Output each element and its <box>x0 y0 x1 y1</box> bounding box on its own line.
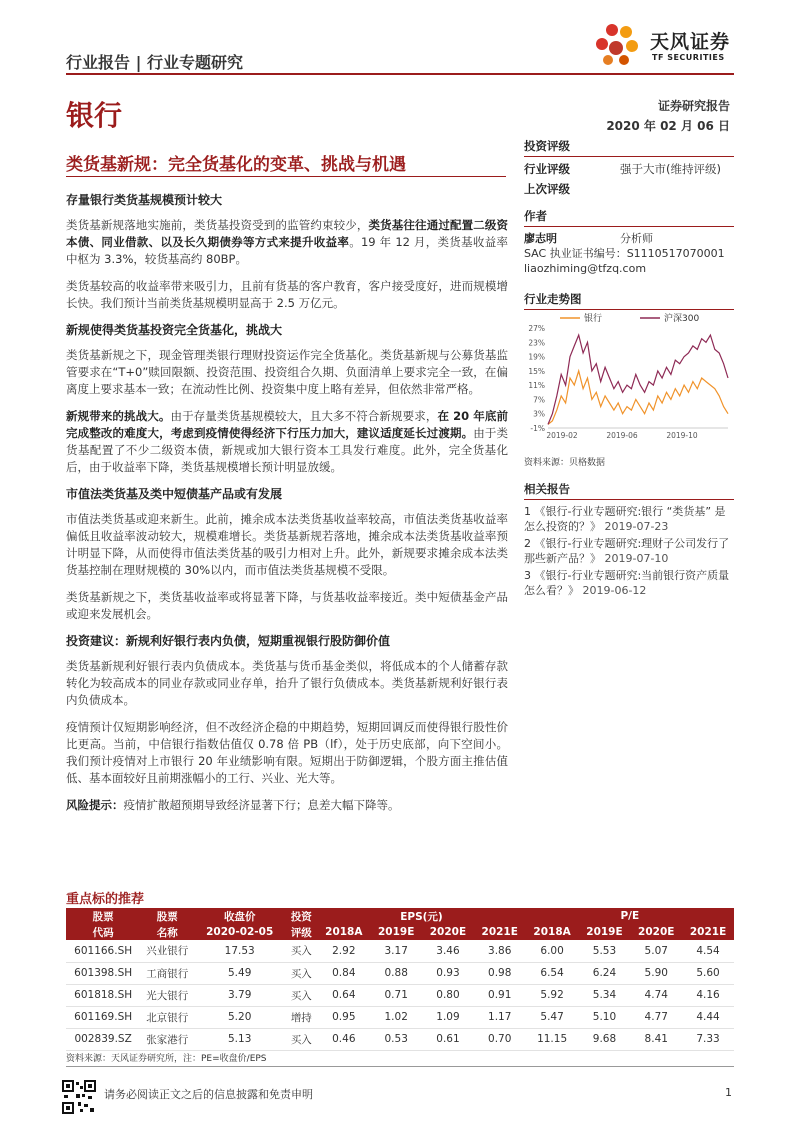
table-cell: 5.90 <box>630 962 682 984</box>
rating-block <box>524 138 734 197</box>
table-cell: 3.86 <box>474 940 526 962</box>
table-cell: 5.92 <box>526 984 579 1006</box>
y-tick-label: 15% <box>528 366 545 376</box>
th-sub: 代码 <box>66 924 140 940</box>
footer-divider <box>66 1066 734 1067</box>
table-cell: 0.61 <box>422 1028 474 1050</box>
x-tick-label: 2019-06 <box>606 431 638 440</box>
table-cell: 6.00 <box>526 940 579 962</box>
table-cell: 增持 <box>285 1006 317 1028</box>
table-cell: 11.15 <box>526 1028 579 1050</box>
y-tick-label: 27% <box>528 324 545 333</box>
table-cell: 5.13 <box>194 1028 285 1050</box>
table-source: 资料来源：天风证券研究所，注：PE=收盘价/EPS <box>66 1054 267 1064</box>
table-cell: 601818.SH <box>66 984 140 1006</box>
trend-chart <box>524 310 734 450</box>
prev-rating-label: 上次评级 <box>524 182 570 196</box>
paragraph: 类货基较高的收益率带来吸引力，且前有货基的客户教育，客户接受度好，进而规模增长快。我们预计当前类货基规模明显高于 2.5 万亿元。 <box>66 279 508 310</box>
th-name: 股票 <box>140 908 194 924</box>
report-type: 证券研究报告 <box>657 99 730 113</box>
report-category: 行业报告 | 行业专题研究 <box>66 53 243 72</box>
related-item[interactable]: 3 《银行-行业专题研究:当前银行资产质量怎么看？》 2019-06-12 <box>524 569 730 597</box>
table-cell: 5.07 <box>630 940 682 962</box>
table-cell: 0.71 <box>370 984 422 1006</box>
report-date: 2020 年 02 月 06 日 <box>606 119 730 133</box>
table-cell: 兴业银行 <box>140 940 194 962</box>
table-cell: 0.98 <box>474 962 526 984</box>
th-sub: 名称 <box>140 924 194 940</box>
table-cell: 4.54 <box>682 940 734 962</box>
table-row <box>66 962 734 984</box>
table-cell: 601398.SH <box>66 962 140 984</box>
author-name: 廖志明 <box>524 232 557 245</box>
author-email[interactable]: liaozhiming@tfzq.com <box>524 262 647 275</box>
chart-source: 资料来源：贝格数据 <box>524 458 606 468</box>
table-cell: 17.53 <box>194 940 285 962</box>
author-heading: 作者 <box>524 208 734 227</box>
table-cell: 3.46 <box>422 940 474 962</box>
th-sub: 2018A <box>317 924 370 940</box>
th-eps: EPS(元) <box>317 908 525 924</box>
brand-name: 天风证券 <box>650 31 731 53</box>
table-cell: 5.47 <box>526 1006 579 1028</box>
table-row <box>66 1028 734 1050</box>
th-sub: 2020E <box>422 924 474 940</box>
paragraph: 疫情预计仅短期影响经济，但不改经济企稳的中期趋势，短期回调反而使得银行股性价比更高。当前，中信银行指数估值仅 0.78 倍 PB（lf），处于历史底部，向下空间小。我们预计疫情对上市银行 20 年业绩影响有限。短期出于防御逻辑，个股方面主推估值低、基本面较好且前期涨幅小的工行、兴业、光大等。 <box>66 720 508 785</box>
th-sub: 2019E <box>579 924 631 940</box>
paragraph: 类货基新规之下，类货基收益率或将显著下降，与货基收益率接近。类中短债基金产品或迎来发展机会。 <box>66 590 508 621</box>
th-rating: 投资 <box>285 908 317 924</box>
title-divider <box>66 176 506 177</box>
table-cell: 3.17 <box>370 940 422 962</box>
trend-heading: 行业走势图 <box>524 291 734 310</box>
th-pe: P/E <box>526 908 734 924</box>
table-cell: 1.02 <box>370 1006 422 1028</box>
table-cell: 601166.SH <box>66 940 140 962</box>
x-tick-label: 2019-02 <box>546 431 578 440</box>
y-tick-label: 3% <box>533 409 545 419</box>
paragraph: 新规带来的挑战大。由于存量类货基规模较大，且大多不符合新规要求，在 20 年底前完成整改的难度大，考虑到疫情使得经济下行压力加大，建议适度延长过渡期。由于类货基配置了不少二级资本债，新规或加大银行资本工具发行难度。此外，完全货基化后，由于收益率下降，类货基规模增长预计明显放缓。 <box>66 409 509 474</box>
author-block <box>524 208 734 276</box>
paragraph: 类货基新规落地实施前，类货基投资受到的监管约束较少，类货基往往通过配置二级资本债、同业借款、以及长久期债券等方式来提升收益率。19 年 12 月，类货基收益率中枢为 3.3%，较货基高约 80BP。 <box>66 218 509 266</box>
th-sub: 2018A <box>526 924 579 940</box>
paragraph: 类货基新规之下，现金管理类银行理财投资运作完全货基化。类货基新规与公募货基监管要求在“T+0”赎回限额、投资范围、投资组合久期、负面清单上要求完全一致，在偏离度上要求基本一致；在流动性比例、投资集中度上略有差异，但依然非常严格。 <box>66 348 508 396</box>
brand-logo-icon <box>592 20 646 68</box>
table-cell: 6.54 <box>526 962 579 984</box>
th-sub: 2021E <box>682 924 734 940</box>
table-cell: 5.20 <box>194 1006 285 1028</box>
table-row <box>66 1006 734 1028</box>
industry-rating-value: 强于大市(维持评级) <box>620 162 721 176</box>
table-cell: 光大银行 <box>140 984 194 1006</box>
qr-code-icon <box>62 1080 96 1114</box>
table-cell: 5.53 <box>579 940 631 962</box>
table-cell: 1.09 <box>422 1006 474 1028</box>
table-cell: 0.46 <box>317 1028 370 1050</box>
y-tick-label: 7% <box>533 395 545 405</box>
table-cell: 0.64 <box>317 984 370 1006</box>
table-cell: 0.80 <box>422 984 474 1006</box>
th-sub: 2021E <box>474 924 526 940</box>
th-sub: 2020-02-05 <box>194 924 285 940</box>
y-tick-label: -1% <box>530 424 545 433</box>
table-cell: 3.79 <box>194 984 285 1006</box>
table-cell: 0.70 <box>474 1028 526 1050</box>
y-tick-label: 11% <box>528 381 545 391</box>
table-cell: 4.74 <box>630 984 682 1006</box>
th-sub: 评级 <box>285 924 317 940</box>
header-divider <box>66 73 734 75</box>
table-cell: 1.17 <box>474 1006 526 1028</box>
table-cell: 张家港行 <box>140 1028 194 1050</box>
table-row <box>66 984 734 1006</box>
related-heading: 相关报告 <box>524 481 734 500</box>
table-cell: 6.24 <box>579 962 631 984</box>
table-cell: 5.10 <box>579 1006 631 1028</box>
table-cell: 4.44 <box>682 1006 734 1028</box>
section-heading: 新规使得类货基投资完全货基化，挑战大 <box>66 323 283 337</box>
legend-label: 沪深300 <box>664 314 700 324</box>
sector-title: 银行 <box>66 99 123 132</box>
x-tick-label: 2019-10 <box>666 431 698 440</box>
legend-label: 银行 <box>584 314 603 324</box>
th-code: 股票 <box>66 908 140 924</box>
table-cell: 0.93 <box>422 962 474 984</box>
table-cell: 买入 <box>285 962 317 984</box>
related-block <box>524 481 734 598</box>
table-cell: 5.60 <box>682 962 734 984</box>
table-cell: 0.53 <box>370 1028 422 1050</box>
table-cell: 4.16 <box>682 984 734 1006</box>
report-title: 类货基新规：完全货基化的变革、挑战与机遇 <box>66 155 406 175</box>
section-heading: 存量银行类货基规模预计较大 <box>66 193 223 207</box>
page-number: 1 <box>725 1086 732 1099</box>
table-cell: 8.41 <box>630 1028 682 1050</box>
related-item[interactable]: 2 《银行-行业专题研究:理财子公司发行了那些新产品？》 2019-07-10 <box>524 537 730 565</box>
paragraph: 类货基新规利好银行表内负债成本。类货基与货币基金类似，将低成本的个人储蓄存款转化为较高成本的同业存款或同业存单，抬升了银行负债成本。类货基新规利好银行表内负债成本。 <box>66 659 508 707</box>
table-cell: 0.84 <box>317 962 370 984</box>
y-tick-label: 23% <box>528 338 545 348</box>
table-cell: 9.68 <box>579 1028 631 1050</box>
table-cell: 北京银行 <box>140 1006 194 1028</box>
paragraph: 市值法类货基或迎来新生。此前，摊余成本法类货基收益率较高，市值法类货基收益率偏低且收益率波动较大，规模难增长。类货基新规若落地，摊余成本法类货基收益率预计明显下降，从而使得市值法类货基的吸引力相对上升。此外，新规要求摊余成本法类货基控制在理财规模的 30%以内，而市值法类货基规模不受限。 <box>66 512 508 577</box>
table-cell: 2.92 <box>317 940 370 962</box>
th-close: 收盘价 <box>194 908 285 924</box>
table-cell: 002839.SZ <box>66 1028 140 1050</box>
table-row <box>66 940 734 962</box>
brand-name-en: TF SECURITIES <box>652 53 725 62</box>
table-cell: 0.91 <box>474 984 526 1006</box>
table-cell: 7.33 <box>682 1028 734 1050</box>
table-cell: 5.34 <box>579 984 631 1006</box>
table-title: 重点标的推荐 <box>66 892 145 907</box>
th-sub: 2020E <box>630 924 682 940</box>
recommendation-table <box>66 908 734 1051</box>
trend-heading-block <box>524 291 734 310</box>
th-sub: 2019E <box>370 924 422 940</box>
industry-rating-label: 行业评级 <box>524 162 570 176</box>
table-cell: 买入 <box>285 1028 317 1050</box>
section-heading: 投资建议：新规利好银行表内负债，短期重视银行股防御价值 <box>66 634 391 648</box>
table-cell: 买入 <box>285 940 317 962</box>
table-cell: 601169.SH <box>66 1006 140 1028</box>
table-cell: 4.77 <box>630 1006 682 1028</box>
table-cell: 工商银行 <box>140 962 194 984</box>
section-heading: 市值法类货基及类中短债基产品或有发展 <box>66 487 283 501</box>
main-content <box>66 190 508 824</box>
author-license: SAC 执业证书编号：S1110517070001 <box>524 247 725 260</box>
y-tick-label: 19% <box>528 352 545 362</box>
table-cell: 买入 <box>285 984 317 1006</box>
risk-warning: 风险提示：疫情扩散超预期导致经济显著下行；息差大幅下降等。 <box>66 798 400 812</box>
rating-heading: 投资评级 <box>524 138 734 157</box>
table-cell: 5.49 <box>194 962 285 984</box>
disclaimer: 请务必阅读正文之后的信息披露和免责申明 <box>104 1088 313 1101</box>
author-role: 分析师 <box>620 232 653 245</box>
table-cell: 0.88 <box>370 962 422 984</box>
related-item[interactable]: 1 《银行-行业专题研究:银行 “类货基” 是怎么投资的？》 2019-07-23 <box>524 505 726 533</box>
table-cell: 0.95 <box>317 1006 370 1028</box>
